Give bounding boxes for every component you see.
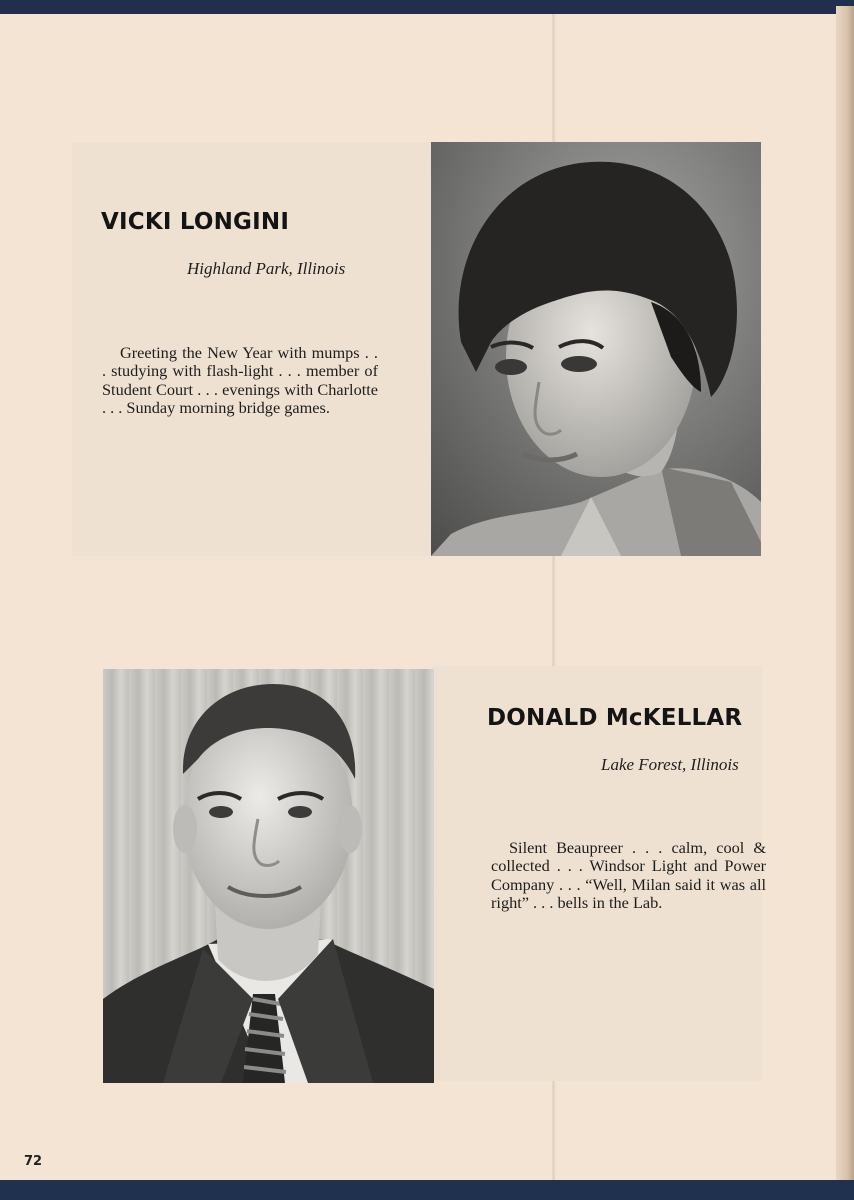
hometown-mckellar: Lake Forest, Illinois bbox=[601, 755, 739, 774]
hometown-longini: Highland Park, Illinois bbox=[187, 259, 346, 278]
student-name-longini: VICKI LONGINI bbox=[101, 209, 290, 235]
binding-top-edge bbox=[0, 0, 854, 14]
bio-mckellar: Silent Beaupreer . . . calm, cool & collected . . . Windsor Light and Power Company . . . “Well, Milan said it was all right” . . . bells in the Lab. bbox=[491, 838, 766, 912]
page-number: 72 bbox=[24, 1154, 43, 1169]
yearbook-page bbox=[0, 14, 836, 1180]
bio-longini: Greeting the New Year with mumps . . . studying with flash-light . . . member of Student Court . . . evenings with Charlotte . . . Sunday morning bridge games. bbox=[102, 343, 378, 417]
student-name-mckellar: DONALD McKELLAR bbox=[487, 705, 743, 731]
binding-bottom-edge bbox=[0, 1180, 854, 1200]
portrait-photo-mckellar bbox=[103, 669, 434, 1083]
portrait-illustration-longini bbox=[431, 142, 761, 556]
page-edge bbox=[836, 6, 854, 1186]
portrait-illustration-mckellar bbox=[103, 669, 434, 1083]
portrait-photo-longini bbox=[431, 142, 761, 556]
